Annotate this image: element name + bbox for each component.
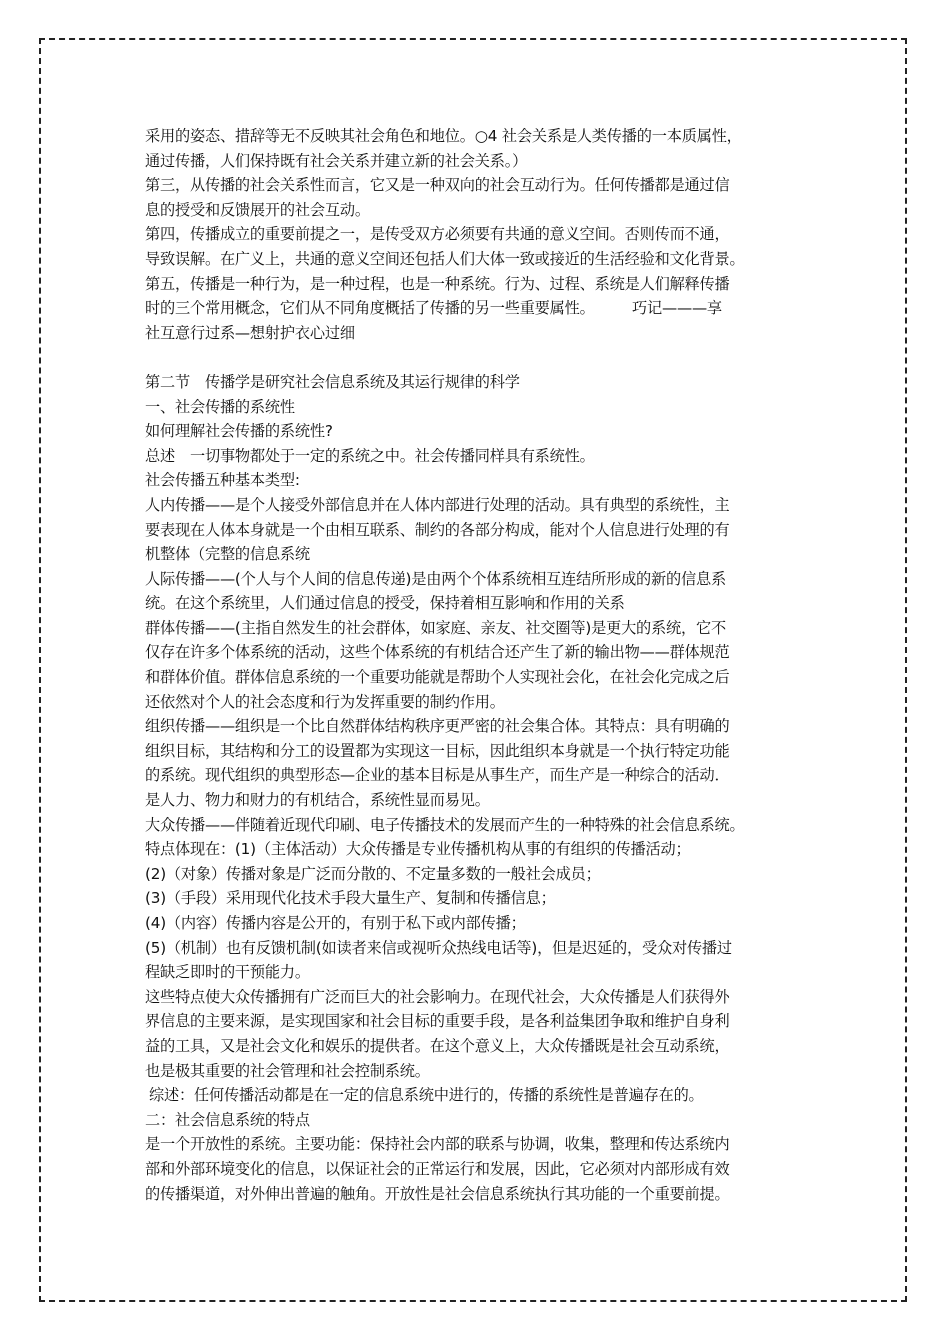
text-line: 部和外部环境变化的信息，以保证社会的正常运行和发展，因此，它必须对内部形成有效 [145, 1159, 730, 1178]
text-line: 群体传播——(主指自然发生的社会群体，如家庭、亲友、社交圈等)是更大的系统，它不 [145, 618, 726, 637]
text-line: 第四，传播成立的重要前提之一，是传受双方必须要有共通的意义空间。否则传而不通， [145, 225, 730, 244]
text-line: 统。在这个系统里，人们通过信息的授受，保持着相互影响和作用的关系 [145, 594, 625, 613]
text-line: (4)（内容）传播内容是公开的，有别于私下或内部传播； [145, 914, 526, 932]
text-line: 时的三个常用概念，它们从不同角度概括了传播的另一些重要属性。 巧记———享 [145, 299, 722, 318]
text-line: 如何理解社会传播的系统性? [145, 422, 333, 441]
text-line: 仅存在许多个体系统的活动，这些个体系统的有机结合还产生了新的输出物——群体规范 [145, 643, 730, 662]
blank-line [145, 345, 815, 370]
text-line: (5)（机制）也有反馈机制(如读者来信或视听众热线电话等)，但是迟延的，受众对传播过 [145, 938, 732, 957]
text-line: 要表现在人体本身就是一个由相互联系、制约的各部分构成，能对个人信息进行处理的有 [145, 520, 730, 539]
text-line: (3)（手段）采用现代化技术手段大量生产、复制和传播信息； [145, 889, 556, 908]
text-line: (2)（对象）传播对象是广泛而分散的、不定量多数的一般社会成员； [145, 864, 601, 883]
text-line: 总述 一切事物都处于一定的系统之中。社会传播同样具有系统性。 [145, 446, 595, 465]
text-line: 组织目标，其结构和分工的设置都为实现这一目标，因此组织本身就是一个执行特定功能 [145, 741, 730, 760]
text-line: 和群体价值。群体信息系统的一个重要功能就是帮助个人实现社会化，在社会化完成之后 [145, 668, 730, 687]
text-line: 益的工具，又是社会文化和娱乐的提供者。在这个意义上，大众传播既是社会互动系统， [145, 1036, 730, 1055]
text-line: 第三，从传播的社会关系性而言，它又是一种双向的社会互动行为。任何传播都是通过信 [145, 176, 730, 195]
subsection-heading: 一、社会传播的系统性 [145, 397, 295, 416]
text-line: 程缺乏即时的干预能力。 [145, 963, 310, 982]
text-line: 特点体现在：(1)（主体活动）大众传播是专业传播机构从事的有组织的传播活动； [145, 840, 691, 859]
text-line: 通过传播，人们保持既有社会关系并建立新的社会关系。） [145, 151, 528, 170]
text-line: 社会传播五种基本类型: [145, 471, 300, 490]
text-line: 人际传播——(个人与个人间的信息传递)是由两个个体系统相互连结所形成的新的信息系 [145, 569, 726, 588]
text-line: 社互意行过系—想射护衣心过细 [145, 323, 355, 342]
text-line: 还依然对个人的社会态度和行为发挥重要的制约作用。 [145, 692, 505, 711]
text-line: 的传播渠道，对外伸出普遍的触角。开放性是社会信息系统执行其功能的一个重要前提。 [145, 1184, 730, 1203]
text-line: 的系统。现代组织的典型形态—企业的基本目标是从事生产，而生产是一种综合的活动． [145, 766, 730, 785]
text-line: 人内传播——是个人接受外部信息并在人体内部进行处理的活动。具有典型的系统性，主 [145, 495, 730, 514]
text-line: 也是极其重要的社会管理和社会控制系统。 [145, 1061, 430, 1080]
text-line: 第五，传播是一种行为，是一种过程，也是一种系统。行为、过程、系统是人们解释传播 [145, 274, 730, 293]
text-line: 组织传播——组织是一个比自然群体结构秩序更严密的社会集合体。其特点：具有明确的 [145, 717, 730, 736]
text-line: 大众传播——伴随着近现代印刷、电子传播技术的发展而产生的一种特殊的社会信息系统。 [145, 815, 745, 834]
subsection-heading: 二：社会信息系统的特点 [145, 1110, 310, 1129]
text-line: 是一个开放性的系统。主要功能：保持社会内部的联系与协调，收集，整理和传达系统内 [145, 1135, 730, 1154]
text-line: 采用的姿态、措辞等无不反映其社会角色和地位。○4 社会关系是人类传播的一本质属性， [145, 127, 742, 145]
text-line: 界信息的主要来源，是实现国家和社会目标的重要手段，是各利益集团争取和维护自身利 [145, 1012, 730, 1031]
text-line: 息的授受和反馈展开的社会互动。 [145, 200, 370, 219]
text-line: 是人力、物力和财力的有机结合，系统性显而易见。 [145, 791, 490, 810]
text-line: 导致误解。在广义上，共通的意义空间还包括人们大体一致或接近的生活经验和文化背景。 [145, 249, 745, 268]
text-line: 这些特点使大众传播拥有广泛而巨大的社会影响力。在现代社会，大众传播是人们获得外 [145, 987, 730, 1006]
summary-line: 综述：任何传播活动都是在一定的信息系统中进行的，传播的系统性是普遍存在的。 [149, 1086, 704, 1105]
document-body [145, 124, 815, 1206]
text-line: 机整体（完整的信息系统 [145, 545, 310, 564]
section-heading: 第二节 传播学是研究社会信息系统及其运行规律的科学 [145, 372, 520, 391]
